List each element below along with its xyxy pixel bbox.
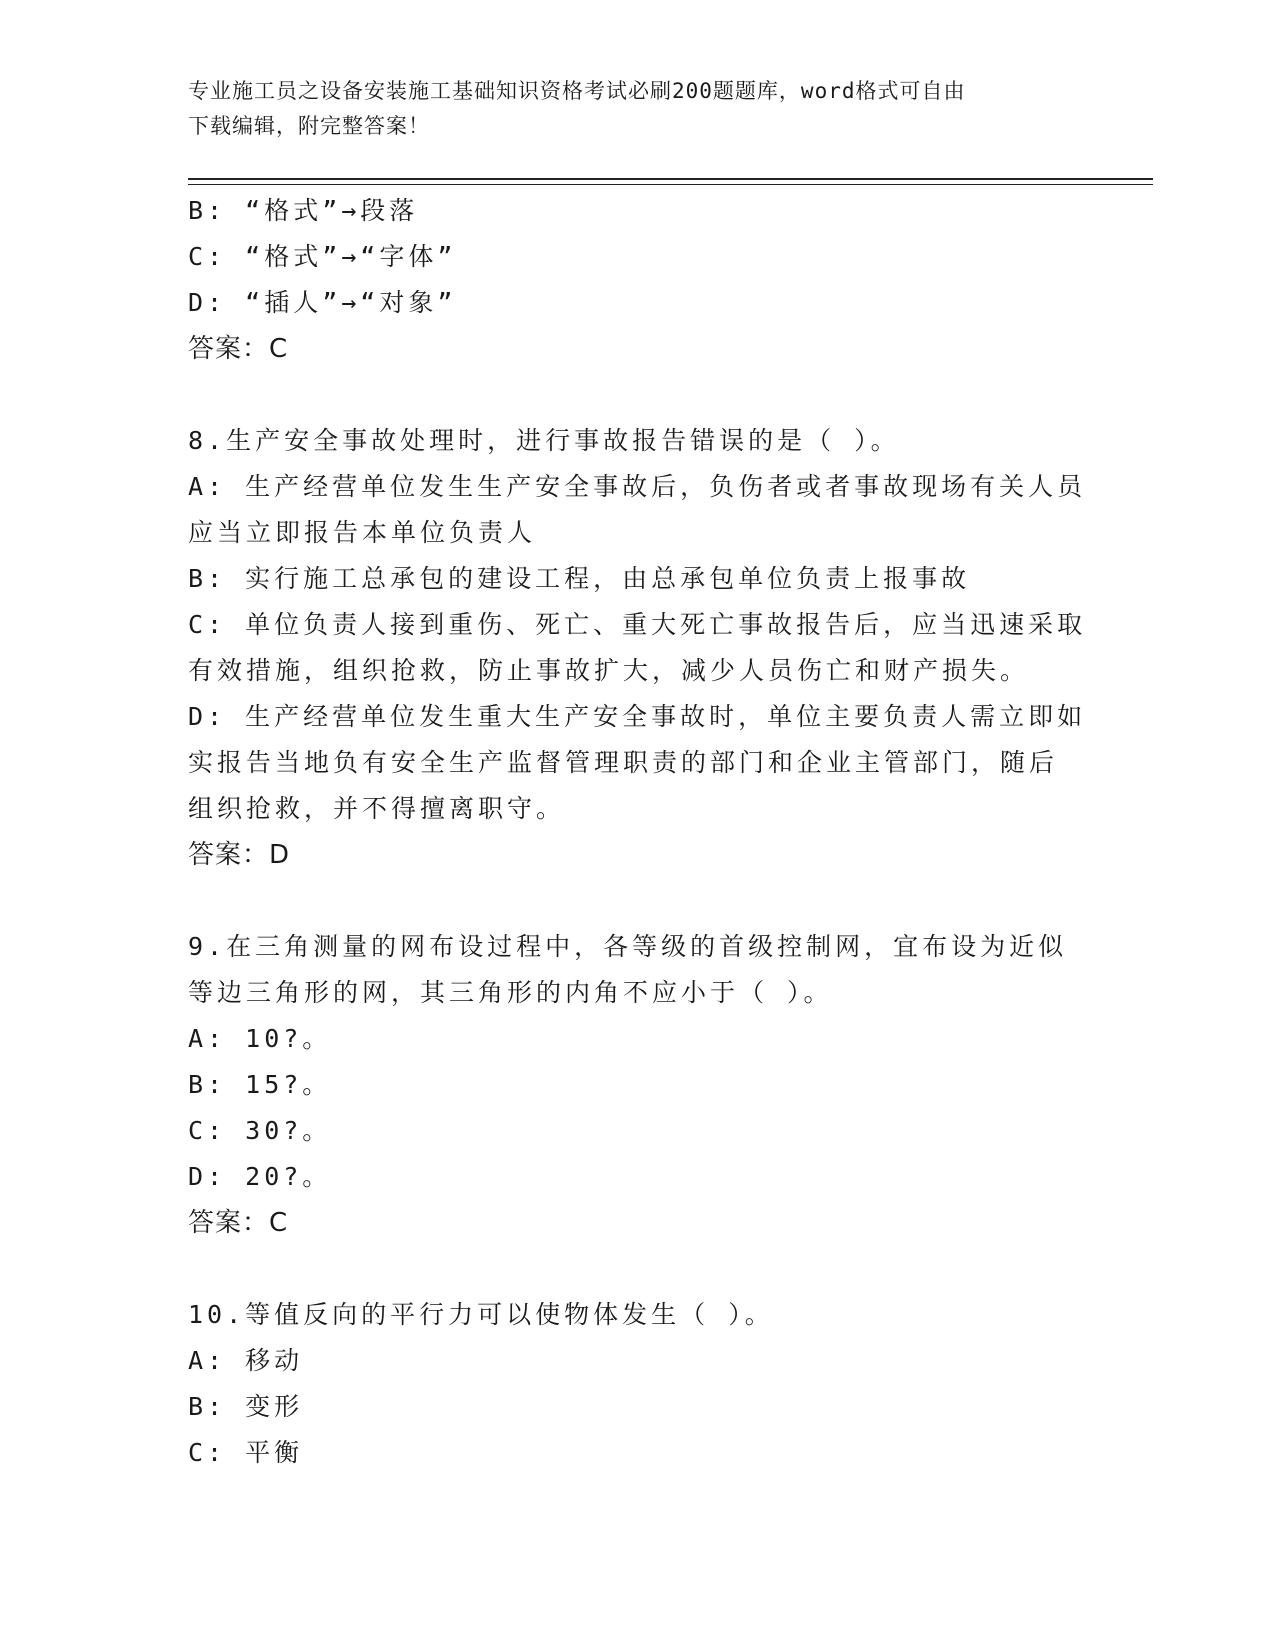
option-d-line-3: 组织抢救，并不得擅离职守。	[188, 794, 566, 823]
answer-label: 答案：D	[188, 840, 291, 870]
header-title-line-1: 专业施工员之设备安装施工基础知识资格考试必刷200题题库，word格式可自由	[188, 79, 966, 103]
option-c: C: 平衡	[188, 1438, 304, 1467]
header-divider-thick	[188, 178, 1153, 180]
option-a: A: 移动	[188, 1346, 304, 1375]
option-b: B: 15?。	[188, 1070, 332, 1099]
option-a: A: 10?。	[188, 1024, 332, 1053]
option-d: D: 20?。	[188, 1162, 332, 1191]
option-d-line-2: 实报告当地负有安全生产监督管理职责的部门和企业主管部门，随后	[188, 748, 1059, 777]
answer-label: 答案：C	[188, 334, 289, 364]
question-10	[188, 1292, 1088, 1476]
header-title-line-2: 下载编辑，附完整答案！	[188, 114, 430, 138]
option-c: C: “格式”→“字体”	[188, 242, 457, 271]
question-stem: 10.等值反向的平行力可以使物体发生（ ）。	[188, 1300, 774, 1329]
option-d-line-1: D: 生产经营单位发生重大生产安全事故时，单位主要负责人需立即如	[188, 702, 1087, 731]
spacer	[188, 1246, 1088, 1292]
answer-label: 答案：C	[188, 1208, 289, 1238]
option-b: B: 实行施工总承包的建设工程，由总承包单位负责上报事故	[188, 564, 971, 593]
question-list	[188, 188, 1088, 1476]
option-a-line-1: A: 生产经营单位发生生产安全事故后，负伤者或者事故现场有关人员	[188, 472, 1087, 501]
question-stem-line-1: 9.在三角测量的网布设过程中，各等级的首级控制网，宜布设为近似	[188, 932, 1068, 961]
option-a-line-2: 应当立即报告本单位负责人	[188, 518, 537, 547]
question-stem-line-2: 等边三角形的网，其三角形的内角不应小于（ ）。	[188, 978, 833, 1007]
question-8	[188, 418, 1088, 878]
question-9	[188, 924, 1088, 1246]
header-divider-thin	[188, 184, 1153, 185]
option-c-line-2: 有效措施，组织抢救，防止事故扩大，减少人员伤亡和财产损失。	[188, 656, 1030, 685]
spacer	[188, 372, 1088, 418]
option-c: C: 30?。	[188, 1116, 332, 1145]
option-b: B: 变形	[188, 1392, 304, 1421]
option-b: B: “格式”→段落	[188, 196, 419, 225]
question-7-tail	[188, 188, 1088, 372]
spacer	[188, 878, 1088, 924]
option-d: D: “插人”→“对象”	[188, 288, 457, 317]
document-header	[188, 74, 1088, 144]
question-stem: 8.生产安全事故处理时，进行事故报告错误的是（ ）。	[188, 426, 900, 455]
option-c-line-1: C: 单位负责人接到重伤、死亡、重大死亡事故报告后，应当迅速采取	[188, 610, 1087, 639]
